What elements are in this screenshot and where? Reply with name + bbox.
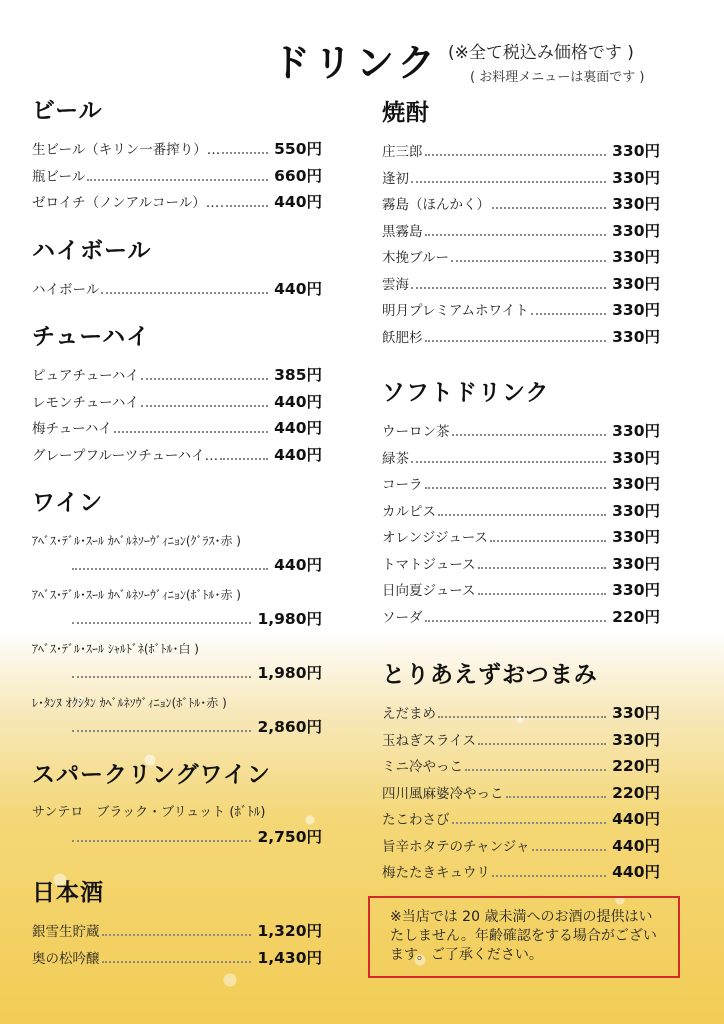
item-price: 330円	[612, 475, 660, 493]
item-price: 330円	[612, 528, 660, 546]
item-price: 440円	[274, 392, 322, 411]
menu-item	[382, 860, 660, 887]
leader-dots	[425, 234, 607, 236]
menu-item	[32, 164, 322, 191]
menu-item	[382, 701, 660, 728]
menu-item	[382, 552, 660, 579]
item-name: ウーロン茶	[382, 424, 450, 440]
leader-dots	[87, 179, 268, 181]
item-name: 四川風麻婆冷やっこ	[382, 785, 504, 802]
leader-dots	[531, 313, 607, 315]
item-name: カルピス	[382, 503, 436, 520]
item-price-row	[32, 553, 322, 583]
menu-item	[382, 728, 660, 755]
item-name: 日向夏ジュース	[382, 583, 476, 599]
leader-dots	[532, 849, 607, 851]
menu-item	[32, 137, 322, 164]
food-menu-note: ( お料理メニューは裏面です )	[470, 70, 645, 85]
item-price: 220円	[612, 783, 660, 802]
menu-item	[382, 272, 660, 299]
item-price: 330円	[612, 142, 660, 160]
section-wine	[32, 484, 322, 745]
menu-item	[382, 419, 660, 446]
item-price: 330円	[612, 422, 660, 440]
item-name: 明月プレミアムホワイト	[382, 303, 529, 319]
item-name: たこわさび	[382, 812, 450, 828]
section-title-sparkling: スパークリングワイン	[32, 761, 271, 788]
menu-item	[382, 525, 660, 552]
section-softdrink	[382, 374, 660, 631]
item-price: 330円	[612, 221, 660, 240]
item-price: 550円	[274, 140, 322, 158]
menu-item	[382, 781, 660, 808]
menu-item	[382, 472, 660, 499]
section-highball	[32, 232, 322, 304]
item-name: 庄三郎	[382, 144, 423, 160]
item-name: 生ビール（キリン一番搾り）…	[32, 142, 221, 158]
leader-dots	[72, 730, 251, 732]
item-price: 1,430円	[257, 948, 322, 967]
item-name: えだまめ	[382, 706, 436, 722]
item-name: ゼロイチ（ノンアルコール）…	[32, 195, 220, 211]
item-name: ｱﾍﾞｽ･ﾃﾞﾙ･ｽｰﾙ ｼｬﾙﾄﾞﾈ(ﾎﾞﾄﾙ･白 )	[32, 642, 199, 656]
item-name: コーラ	[382, 477, 423, 493]
menu-item	[32, 190, 322, 217]
menu-item	[382, 446, 660, 473]
item-price-row	[32, 825, 322, 855]
item-name: ｱﾍﾞｽ･ﾃﾞﾙ･ｽｰﾙ ｶﾍﾞﾙﾈｿｰｳﾞｨﾆｮﾝ(ｸﾞﾗｽ･赤 )	[32, 534, 241, 548]
menu-item	[32, 277, 322, 304]
item-price: 330円	[612, 168, 660, 187]
item-price: 440円	[274, 419, 322, 437]
item-price: 330円	[612, 274, 660, 293]
leader-dots	[222, 152, 268, 154]
item-price: 440円	[612, 863, 660, 881]
menu-item	[382, 298, 660, 325]
tax-note: (※全て税込み価格です )	[448, 43, 634, 63]
item-price: 660円	[274, 166, 322, 185]
menu-item	[382, 578, 660, 605]
item-name: 木挽ブルー	[382, 250, 449, 266]
leader-dots	[492, 207, 606, 209]
item-price: 330円	[612, 448, 660, 467]
item-price-row	[32, 715, 322, 745]
item-name: 銀雪生貯蔵	[32, 924, 100, 940]
section-title-highball: ハイボール	[32, 237, 152, 264]
item-price: 1,320円	[257, 922, 322, 940]
item-name: ｱﾍﾞｽ･ﾃﾞﾙ･ｽｰﾙ ｶﾍﾞﾙﾈｿｰｳﾞｨﾆｮﾝ(ﾎﾞﾄﾙ･赤 )	[32, 588, 241, 602]
item-price: 440円	[612, 836, 660, 855]
item-name: ソーダ	[382, 609, 423, 626]
menu-item	[382, 139, 660, 166]
item-name: 雲海	[382, 276, 409, 293]
item-price: 2,750円	[257, 828, 322, 846]
item-price-row	[32, 607, 322, 637]
menu-item	[32, 919, 322, 946]
leader-dots	[451, 260, 606, 262]
menu-item	[382, 605, 660, 632]
leader-dots	[72, 840, 251, 842]
section-title-wine: ワイン	[32, 489, 104, 516]
leader-dots	[221, 205, 268, 207]
leader-dots	[478, 567, 607, 569]
leader-dots	[72, 622, 251, 624]
leader-dots	[506, 796, 607, 798]
item-price: 2,860円	[257, 718, 322, 736]
leader-dots	[478, 743, 606, 745]
leader-dots	[411, 181, 606, 183]
item-name: ﾚ･ﾀﾝﾇ ｵｸｼﾀﾝ ｶﾍﾞﾙﾈｿｳﾞｨﾆｮﾝ(ﾎﾞﾄﾙ･赤 )	[32, 696, 227, 710]
section-title-snacks: とりあえずおつまみ	[382, 661, 598, 688]
page-title: ドリンク	[272, 40, 440, 85]
item-name: レモンチューハイ	[32, 394, 139, 411]
leader-dots	[141, 378, 268, 380]
section-title-sake: 日本酒	[32, 879, 104, 906]
leader-dots	[478, 593, 607, 595]
item-name: 黒霧島	[382, 223, 423, 240]
leader-dots	[102, 961, 252, 963]
menu-item	[382, 219, 660, 246]
leader-dots	[490, 540, 606, 542]
item-price: 330円	[612, 301, 660, 319]
item-name: 奥の松吟醸	[32, 950, 100, 967]
menu-item	[382, 499, 660, 526]
leader-dots	[141, 405, 268, 407]
leader-dots	[114, 431, 268, 433]
item-price: 1,980円	[257, 610, 322, 628]
item-price: 440円	[274, 556, 322, 574]
menu-item	[32, 443, 322, 470]
leader-dots	[72, 568, 268, 570]
item-price: 330円	[612, 501, 660, 520]
item-name: 飫肥杉	[382, 329, 423, 346]
menu-item	[382, 192, 660, 219]
item-price: 440円	[274, 280, 322, 298]
item-name: 梅たたきキュウリ	[382, 865, 490, 881]
section-title-chuhai: チューハイ	[32, 323, 151, 350]
leader-dots	[411, 287, 606, 289]
leader-dots	[452, 434, 607, 436]
item-name: 瓶ビール	[32, 168, 86, 185]
item-name: ハイボール	[32, 282, 100, 298]
section-sake	[32, 874, 322, 972]
leader-dots	[425, 340, 607, 342]
item-price: 330円	[612, 248, 660, 266]
menu-item	[382, 754, 660, 781]
leader-dots	[220, 458, 268, 460]
leader-dots	[425, 620, 607, 622]
item-price: 220円	[612, 757, 660, 775]
item-price: 440円	[274, 445, 322, 464]
leader-dots	[492, 875, 606, 877]
section-shochu	[382, 94, 660, 351]
leader-dots	[102, 934, 252, 936]
leader-dots	[438, 514, 606, 516]
item-price: 330円	[612, 195, 660, 213]
menu-item	[382, 807, 660, 834]
section-sparkling	[32, 756, 322, 855]
item-price: 330円	[612, 327, 660, 346]
item-name: 旨辛ホタテのチャンジャ	[382, 838, 530, 855]
item-price: 330円	[612, 730, 660, 749]
leader-dots	[465, 769, 606, 771]
item-name: ピュアチューハイ	[32, 368, 139, 384]
item-name: 緑茶	[382, 450, 409, 467]
menu-item	[382, 325, 660, 352]
item-price: 330円	[612, 581, 660, 599]
item-name: トマトジュース	[382, 556, 476, 573]
item-price: 330円	[612, 704, 660, 722]
leader-dots	[411, 461, 606, 463]
age-notice-box: ※当店では 20 歳未満へのお酒の提供はいたしません。年齢確認をする場合がございます。ご了承ください。	[368, 896, 680, 978]
leader-dots	[452, 822, 607, 824]
leader-dots	[438, 716, 606, 718]
menu-item	[32, 363, 322, 390]
item-price: 440円	[612, 810, 660, 828]
leader-dots	[425, 154, 607, 156]
menu-item	[32, 390, 322, 417]
item-name: 逢初	[382, 170, 409, 187]
item-price: 330円	[612, 554, 660, 573]
item-name: 梅チューハイ	[32, 421, 112, 437]
menu-item	[382, 834, 660, 861]
item-name: 霧島（ほんかく）	[382, 197, 490, 213]
menu-item	[32, 416, 322, 443]
item-price: 440円	[274, 193, 322, 211]
item-name: サンテロ ブラック・ブリュット (ﾎﾞﾄﾙ)	[32, 805, 266, 820]
leader-dots	[72, 676, 251, 678]
leader-dots	[101, 292, 268, 294]
section-chuhai	[32, 318, 322, 469]
section-title-shochu: 焼酎	[382, 99, 430, 126]
item-name: グレープフルーツチューハイ…	[32, 447, 219, 464]
item-price-row	[32, 661, 322, 691]
section-beer	[32, 92, 322, 217]
item-price: 220円	[612, 607, 660, 626]
section-title-softdrink: ソフトドリンク	[382, 379, 550, 406]
item-name: 玉ねぎスライス	[382, 732, 476, 749]
section-title-beer: ビール	[32, 97, 103, 124]
item-name: オレンジジュース	[382, 530, 489, 546]
section-snacks	[382, 656, 660, 887]
menu-item	[32, 946, 322, 973]
item-name: ミニ冷やっこ	[382, 759, 463, 775]
menu-item	[382, 166, 660, 193]
item-price: 385円	[274, 366, 322, 384]
item-price: 1,980円	[257, 664, 322, 682]
menu-item	[382, 245, 660, 272]
leader-dots	[425, 487, 607, 489]
